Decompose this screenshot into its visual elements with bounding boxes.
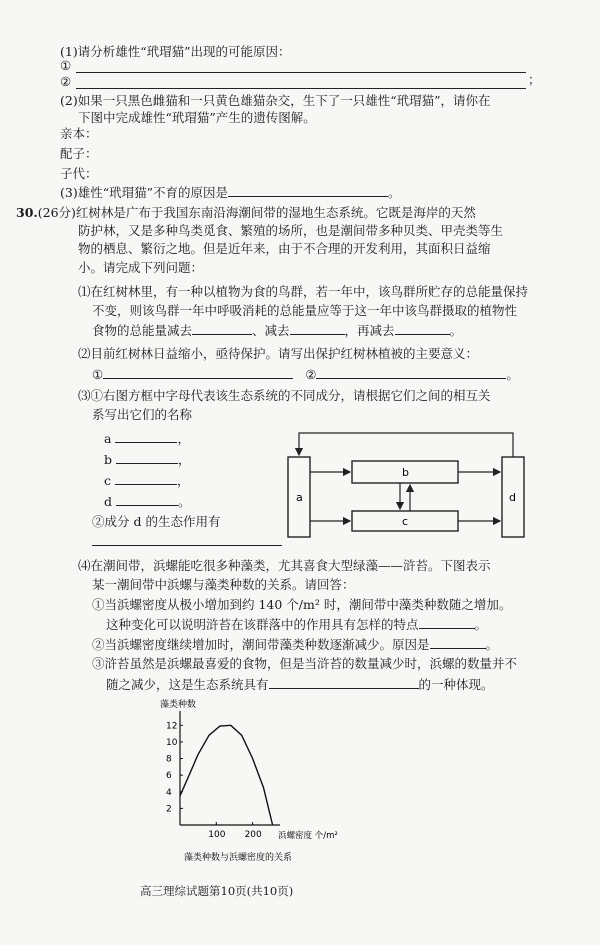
q30-s2-blank-1[interactable] <box>103 366 293 379</box>
chart-y-tick-label: 4 <box>166 787 172 798</box>
q29-parents-label: 亲本： <box>60 126 98 141</box>
chart-y-tick-label: 12 <box>166 721 178 732</box>
q30-s1-blank-1[interactable] <box>192 322 252 335</box>
chart-title: 藻类种数与浜螺密度的关系 <box>184 853 293 863</box>
q30-intro-3: 物的栖息、繁衍之地。但是近年来，由于不合理的开发利用，其面积日益缩 <box>78 241 491 256</box>
q30-s3-part2: ②成分 d 的生态作用有 <box>92 514 221 529</box>
q29-part1: (1)请分析雄性“玳瑁猫”出现的可能原因： <box>60 44 291 59</box>
q30-s3-blank-a[interactable] <box>115 430 177 443</box>
q30-s3-blank-d[interactable] <box>116 493 178 506</box>
q30-s1-blank-3[interactable] <box>395 322 450 335</box>
q30-s4-line3: ①当浜螺密度从极小增加到约 140 个/m² 时，潮间带中藻类种数随之增加。 <box>92 597 512 612</box>
ecosystem-diagram <box>280 425 535 550</box>
chart-x-tick-label: 100 <box>208 830 226 840</box>
q30-s2-answers: ① ② 。 <box>92 367 519 382</box>
box-b-label: b <box>402 466 409 479</box>
q30-s3-item-c: c ， <box>104 473 190 488</box>
box-a-label: a <box>296 491 303 504</box>
q30-s3-item-a: a ， <box>104 431 190 446</box>
q29-blank-2[interactable] <box>76 76 526 93</box>
q29-part3: (3)雄性“玳瑁猫”不育的原因是 。 <box>60 185 401 200</box>
q29-gametes-label: 配子： <box>60 146 98 161</box>
q30-intro-2: 防护林，又是多种鸟类觅食、繁殖的场所，也是潮间带多种贝类、甲壳类等生 <box>78 223 504 238</box>
q30-s4-line1: ⑷在潮间带，浜螺能吃很多种藻类，尤其喜食大型绿藻——浒苔。下图表示 <box>78 558 491 573</box>
q30-s4-line5: ②当浜螺密度继续增加时，潮间带藻类种数逐渐减少。原因是 。 <box>92 637 499 652</box>
q30-score: (26分) <box>37 205 76 220</box>
q30-s1-blank-2[interactable] <box>290 322 345 335</box>
q30-s3-blank-b[interactable] <box>116 451 178 464</box>
chart-y-tick-label: 2 <box>166 804 172 815</box>
chart-x-tick-label: 200 <box>244 830 262 840</box>
q29-blank-3[interactable] <box>228 184 388 197</box>
q30-s4-blank-2[interactable] <box>430 636 486 649</box>
q30-s2: ⑵目前红树林日益缩小，亟待保护。请写出保护红树林植被的主要意义： <box>78 346 479 361</box>
algae-density-chart <box>150 695 370 865</box>
q30-s4-blank-1[interactable] <box>419 616 475 629</box>
q30-heading <box>16 205 476 221</box>
q29-marker-1: ① <box>60 58 72 73</box>
q30-s3-blank-c[interactable] <box>115 472 177 485</box>
q29-part2-line1: (2)如果一只黑色雌猫和一只黄色雄猫杂交，生下了一只雄性“玳瑁猫”，请你在 <box>60 93 491 108</box>
q30-s3-line1: ⑶①右图方框中字母代表该生态系统的不同成分，请根据它们之间的相互关 <box>78 388 491 403</box>
q30-s3-line2: 系写出它们的名称 <box>92 407 193 422</box>
q29-marker-2: ② <box>60 74 72 89</box>
q30-s4-blank-3[interactable] <box>269 676 419 689</box>
q30-s1-line2: 不变，则该鸟群一年中呼吸消耗的总能量应等于这一年中该鸟群摄取的植物性 <box>92 303 518 318</box>
q30-s1-line3: 食物的总能量减去 、减去 ，再减去 。 <box>92 323 463 338</box>
q30-s1-line1: ⑴在红树林里，有一种以植物为食的鸟群，若一年中，该鸟群所贮存的总能量保持 <box>78 284 529 299</box>
q30-s2-blank-2[interactable] <box>316 366 506 379</box>
q30-s4-line7: 随之减少，这是生态系统具有 的一种体现。 <box>106 677 494 692</box>
q30-s4-line6: ③浒苔虽然是浜螺最喜爱的食物，但是当浒苔的数量减少时，浜螺的数量并不 <box>92 656 518 671</box>
q30-s3-blank-role[interactable] <box>92 533 292 550</box>
q30-intro-4: 小。请完成下列问题： <box>78 260 204 275</box>
box-c-label: c <box>402 515 409 528</box>
q29-semicolon: ； <box>528 72 541 87</box>
q30-s4-line2: 某一潮间带中浜螺与藻类种数的关系。请回答： <box>92 577 355 592</box>
chart-y-tick-label: 8 <box>166 754 172 765</box>
q29-offspring-label: 子代： <box>60 166 98 181</box>
chart-y-tick-label: 6 <box>166 771 172 782</box>
page-footer: 高三理综试题第10页(共10页) <box>140 884 294 898</box>
chart-series-line <box>180 725 273 825</box>
chart-y-label: 藻类种数 <box>160 700 197 710</box>
q30-intro-1: 红树林是广布于我国东南沿海潮间带的湿地生态系统。它既是海岸的天然 <box>75 205 476 220</box>
q29-part2-line2: 下图中完成雄性“玳瑁猫”产生的遗传图解。 <box>78 110 316 125</box>
box-d-label: d <box>509 491 516 504</box>
q30-s3-item-b: b ， <box>104 452 191 467</box>
chart-x-label: 浜螺密度 个/m² <box>278 831 338 841</box>
q29-blank-1[interactable] <box>76 60 526 77</box>
q30-s4-line4: 这种变化可以说明浒苔在该群落中的作用具有怎样的特点 。 <box>106 617 488 632</box>
q30-number: 30. <box>16 205 38 220</box>
chart-y-tick-label: 10 <box>166 737 178 748</box>
q30-s3-item-d: d 。 <box>104 494 191 509</box>
